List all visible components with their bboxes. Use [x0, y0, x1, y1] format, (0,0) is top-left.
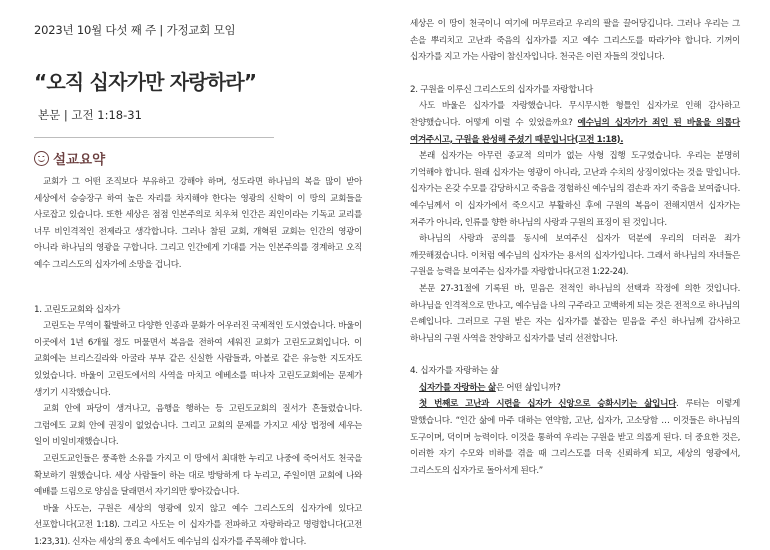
section3-question-emphasis: 십자가를 자랑하는 삶 [419, 382, 496, 393]
section2-text: 사도 바울은 십자가를 자랑했습니다. 무시무시한 형틀인 십자가로 인해 감사하고 찬양했습니다. 어떻게 이럴 수 있었을까요? [410, 101, 740, 128]
divider [34, 137, 274, 138]
smiley-icon [34, 151, 49, 166]
left-column [34, 0, 362, 550]
section3-question [410, 380, 740, 397]
section1-title: 1. 고린도교회와 십자가 [34, 304, 120, 315]
section2-paragraph-2: 본래 십자가는 아무런 종교적 의미가 없는 사형 집행 도구였습니다. 우리는 분명히 기억해야 합니다. 원래 십자가는 영광이 아니라, 고난과 수치의 상징이었다는 것을 말입니다. 십자가는 온갖 수모를 감당하시고 죽음을 경험하신 예수님의 겸손과 자기 죽음을 보여줍니다. 예수님께서 이 십자가에서 죽으시고 부활하신 후에 구원의 복음이 전해지면서 십자가는 저주가 아니라, 인류를 향한 하나님의 사랑과 구원의 표징이 된 것입니다. [410, 151, 740, 228]
right-column [410, 16, 740, 479]
section1-paragraph-2: 교회 안에 파당이 생겨나고, 음행을 행하는 등 고린도교회의 질서가 흔들렸습니다. 그럼에도 교회 안에 권징이 없었습니다. 그리고 교회의 문제를 가지고 세상 법정에 세우는 일이 비일비재했습니다. [34, 404, 362, 448]
scripture-passage: 본문 | 고전 1:18-31 [38, 108, 142, 122]
section3-text: . 루터는 이렇게 말했습니다. “인간 삶에 마주 대하는 연약함, 고난, 십자가, 고소당함 … 이것들은 하나님의 도구이며, 덕이며 능력이다. 이것을 통하여 우리는 구원을 받고 의롭게 된다. 더 중요한 것은, 이러한 자기 수모와 비하를 겪을 때 그리스도를 더욱 신뢰하게 되고, 세상의 영광에서, 그리스도의 십자가로 돌아서게 된다.” [410, 399, 740, 476]
section2-paragraph-3: 하나님의 사랑과 공의를 동시에 보여주신 십자가 덕분에 우리의 더러운 죄가 깨끗해졌습니다. 이처럼 예수님의 십자가는 용서의 십자가입니다. 그래서 하나님의 자녀들은 구원을 능력을 보여주는 십자가를 자랑합니다(고전 1:22-24). [410, 234, 740, 278]
summary-heading [34, 148, 362, 168]
summary-heading-text: 설교요약 [53, 152, 106, 168]
intro-paragraph: 교회가 그 어떤 조직보다 부유하고 강해야 하며, 성도라면 하나님의 복을 많이 받아 세상에서 승승장구 하여 높은 자리를 차지해야 한다는 영광의 신학이 이 땅의 교회들을 사로잡고 있습니다. 또한 세상은 점점 인본주의로 치우쳐 인간은 죄인이라는 기독교 교리를 너무 비인격적인 전제라고 생각합니다. 그러나 참된 교회, 개혁된 교회는 인간의 영광이 아니라 하나님의 영광을 구합니다. 그리고 인간에게 기대를 거는 인본주의를 경계하고 오직 예수 그리스도의 십자가에 소망을 겁니다. [34, 177, 362, 270]
sermon-title: “오직 십자가만 자랑하라” [34, 70, 257, 94]
section3-emphasis: 첫 번째로 고난과 시련을 십자가 신앙으로 승화시키는 삶입니다 [419, 399, 677, 410]
section3-question-text: 은 어떤 삶입니까? [495, 382, 561, 393]
section1-paragraph-3: 고린도교인들은 풍족한 소유를 가지고 이 땅에서 최대한 누리고 나중에 죽어서도 천국을 확보하기 원했습니다. 세상 사람들이 하는 대로 방탕하게 다 누리고, 주일이면 교회에 나와 예배를 드림으로 양심을 달래면서 자기의만 쌓아갔습니다. [34, 453, 362, 498]
bulletin-header: 2023년 10월 다섯 째 주 | 가정교회 모임 [34, 23, 236, 37]
section2-paragraph-4: 본문 27-31절에 기록된 바, 믿음은 전적인 하나님의 선택과 작정에 의한 것입니다. 하나님을 인격적으로 만나고, 예수님을 나의 구주라고 고백하게 되는 것은 전적으로 하나님의 은혜입니다. 그러므로 구원 받은 자는 십자가를 붙잡는 믿음을 주신 하나님께 감사하고 하나님의 구원 사역을 찬양하고 십자가를 널리 선전합니다. [410, 283, 740, 344]
right-paragraph-1: 세상은 이 땅이 천국이니 여기에 머무르라고 우리의 팔을 끌어당깁니다. 그러나 우리는 그 손을 뿌리치고 고난과 죽음의 십자가를 지고 예수 그리스도를 따라가야 합니다. 기꺼이 십자가를 지고 가는 사람이 참신자입니다. 천국은 이런 자들의 것입니다. [410, 19, 740, 63]
section1-paragraph-4: 바울 사도는, 구원은 세상의 영광에 있지 않고 예수 그리스도의 십자가에 있다고 선포합니다(고전 1:18). 그리고 사도는 이 십자가를 전파하고 자랑하라고 명령합니다(고전 1:23,31). 신자는 세상의 풍요 속에서도 예수님의 십자가를 주목해야 합니다. [34, 503, 362, 547]
section1-paragraph-1: 고린도는 무역이 활발하고 다양한 인종과 문화가 어우러진 국제적인 도시였습니다. 바울이 이곳에서 1년 6개월 정도 머물면서 복음을 전하여 세워진 교회가 고린도교회입니다. 이 교회에는 브리스길라와 아굴라 부부 같은 신실한 사람들과, 아볼로 같은 유능한 지도자도 있었습니다. 바울이 고린도에서의 사역을 마치고 에베소를 떠나자 고린도교회에는 문제가 생기기 시작했습니다. [34, 321, 362, 398]
section2-emphasis: 예수님의 십자가가 죄인 된 바울을 의롭다 여겨주시고, 구원을 완성해 주셨기 때문입니다(고전 1:18). [410, 117, 740, 145]
section2-title: 2. 구원을 이루신 그리스도의 십자가를 자랑합니다 [410, 84, 593, 95]
section2-paragraph-1 [410, 98, 740, 148]
section3-title: 4. 십자가를 자랑하는 삶 [410, 366, 499, 377]
section3-paragraph [410, 396, 740, 479]
